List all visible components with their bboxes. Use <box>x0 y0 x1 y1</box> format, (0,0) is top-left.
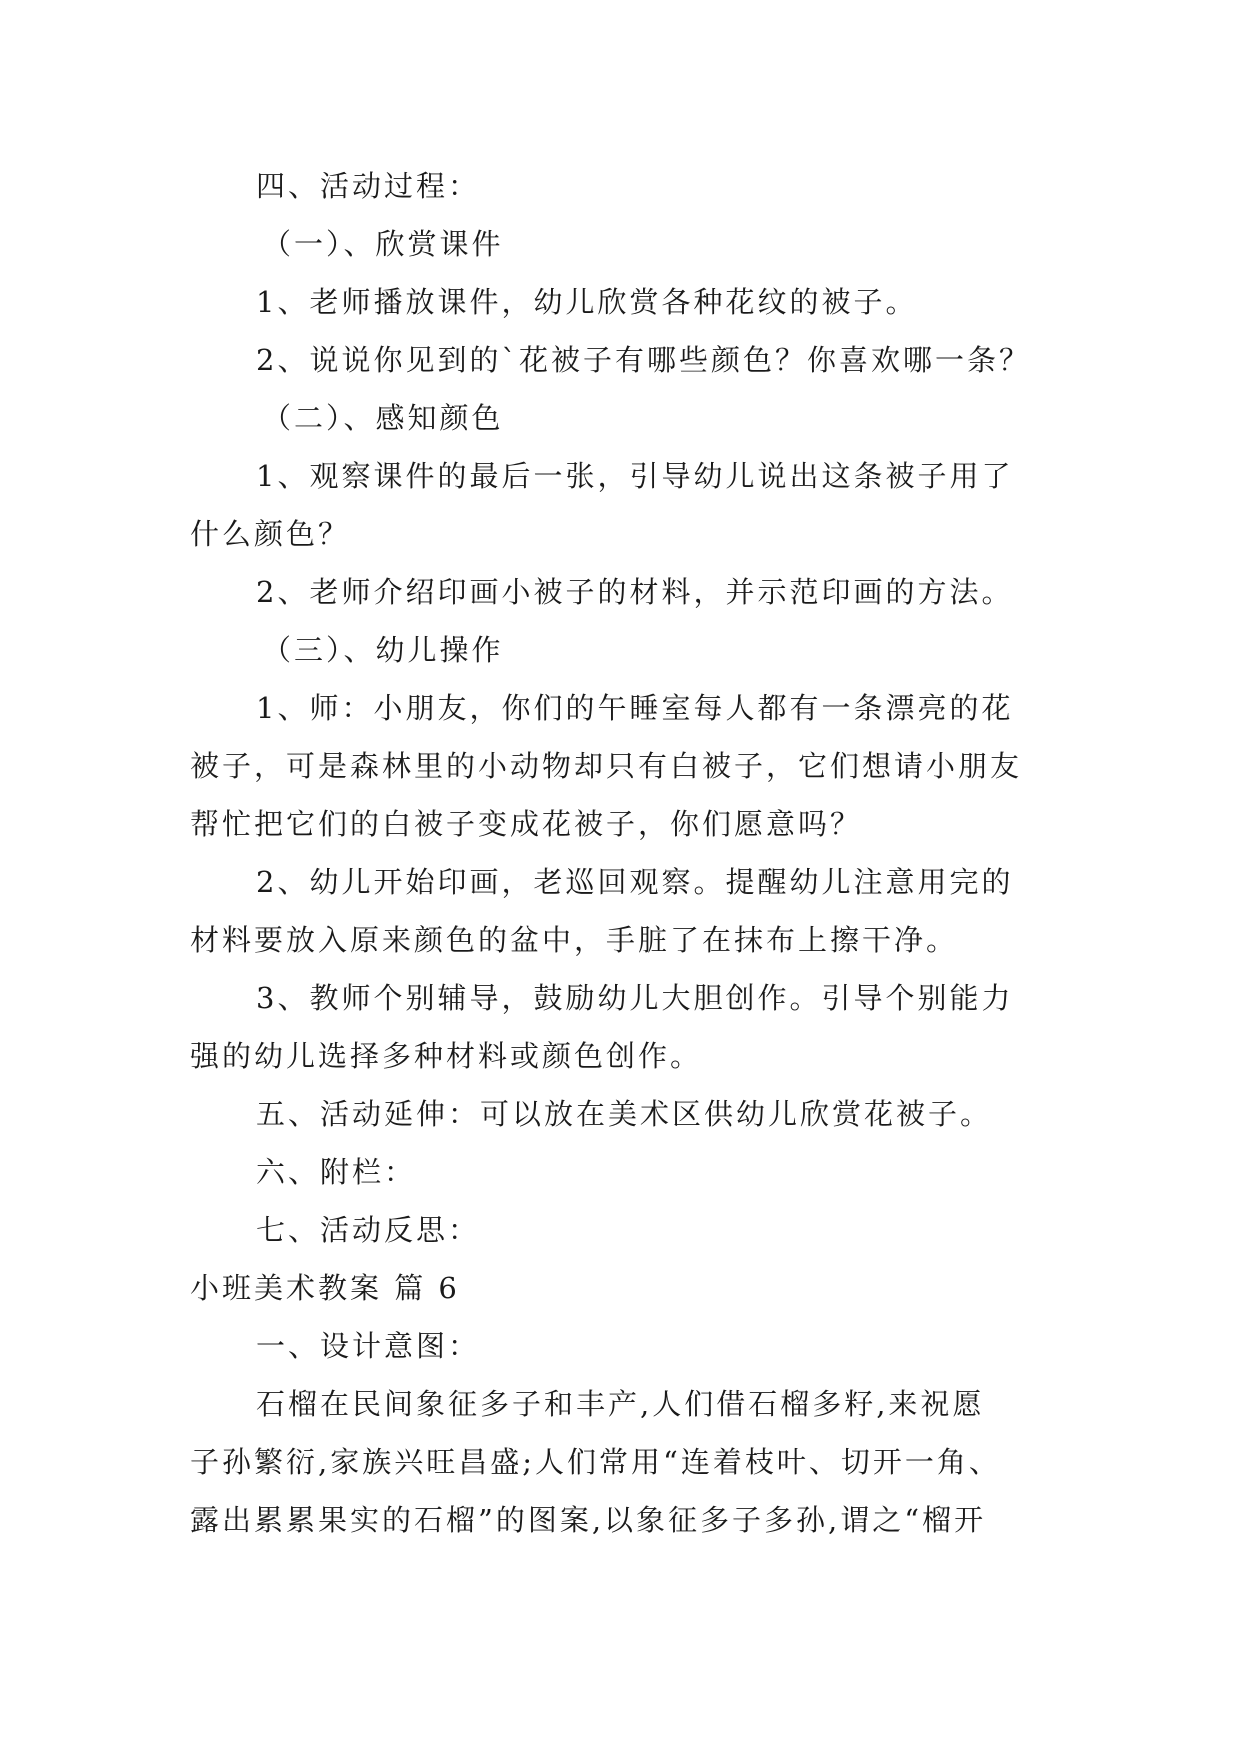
paragraph-line: 1、观察课件的最后一张，引导幼儿说出这条被子用了 <box>256 459 1014 493</box>
section-heading-activity-process: 四、活动过程： <box>256 169 481 203</box>
paragraph-line: 露出累累果实的石榴”的图案,以象征多子多孙,谓之“榴开 <box>190 1503 987 1537</box>
paragraph-line: 1、师：小朋友，你们的午睡室每人都有一条漂亮的花 <box>256 691 1014 725</box>
paragraph-line: 3、教师个别辅导，鼓励幼儿大胆创作。引导个别能力 <box>256 981 1014 1015</box>
paragraph-line: 材料要放入原来颜色的盆中，手脏了在抹布上擦干净。 <box>190 923 959 957</box>
paragraph-line: 2、幼儿开始印画，老巡回观察。提醒幼儿注意用完的 <box>256 865 1014 899</box>
section-heading-activity-extension: 五、活动延伸：可以放在美术区供幼儿欣赏花被子。 <box>256 1097 993 1131</box>
paragraph-line: 子孙繁衍,家族兴旺昌盛;人们常用“连着枝叶、切开一角、 <box>190 1445 1001 1479</box>
paragraph-line: 1、老师播放课件，幼儿欣赏各种花纹的被子。 <box>256 285 918 319</box>
section-heading-activity-reflection: 七、活动反思： <box>256 1213 481 1247</box>
section-heading-design-intent: 一、设计意图： <box>256 1329 481 1363</box>
paragraph-line: 石榴在民间象征多子和丰产,人们借石榴多籽,来祝愿 <box>256 1387 985 1421</box>
subheading-appreciate-courseware: （一）、欣赏课件 <box>262 227 504 261</box>
paragraph-line: 什么颜色？ <box>190 517 351 551</box>
paragraph-line: 2、老师介绍印画小被子的材料，并示范印画的方法。 <box>256 575 1014 609</box>
paragraph-line: 强的幼儿选择多种材料或颜色创作。 <box>190 1039 703 1073</box>
paragraph-line: 2、说说你见到的`花被子有哪些颜色？你喜欢哪一条？ <box>256 343 1031 377</box>
section-heading-appendix: 六、附栏： <box>256 1155 417 1189</box>
subheading-perceive-color: （二）、感知颜色 <box>262 401 504 435</box>
subheading-child-operation: （三）、幼儿操作 <box>262 633 504 667</box>
paragraph-line: 帮忙把它们的白被子变成花被子，你们愿意吗？ <box>190 807 863 841</box>
lesson-plan-title: 小班美术教案 篇 6 <box>190 1271 460 1305</box>
paragraph-line: 被子，可是森林里的小动物却只有白被子，它们想请小朋友 <box>190 749 1023 783</box>
